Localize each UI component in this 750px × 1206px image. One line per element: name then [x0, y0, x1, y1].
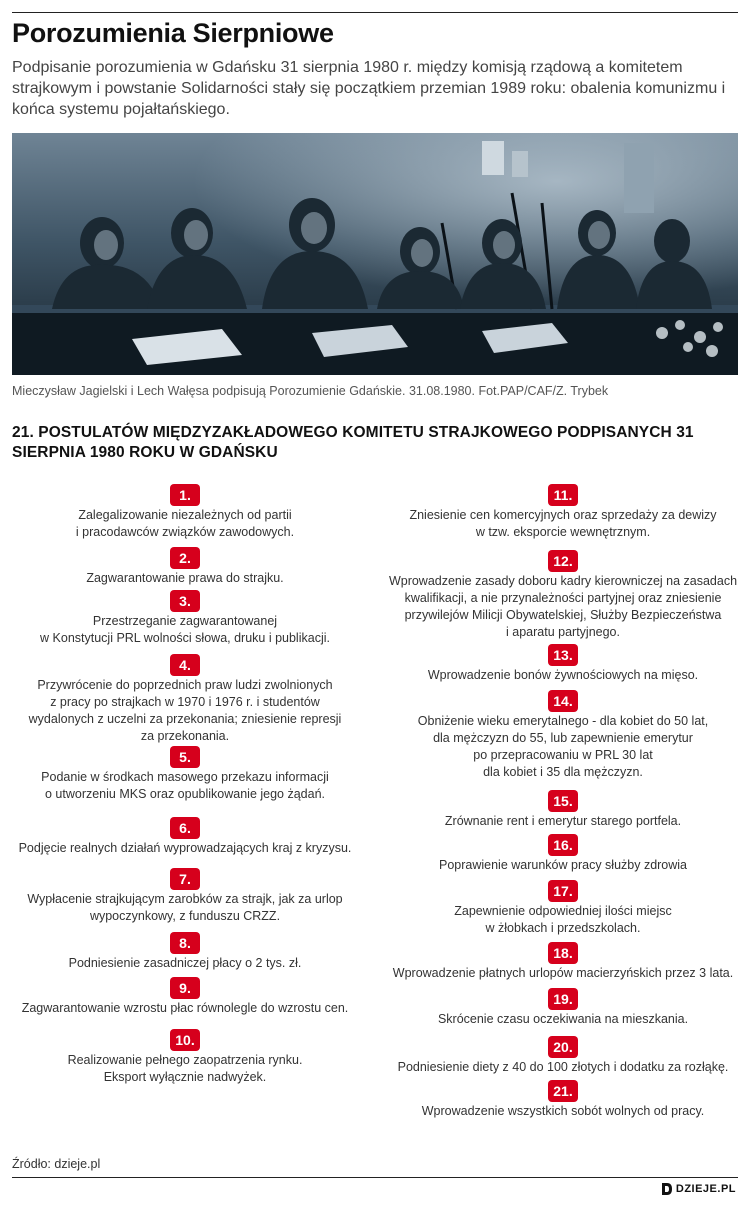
postulate-text: Zrównanie rent i emerytur starego portfela.	[444, 814, 682, 828]
postulate-number-badge: 7.	[170, 868, 200, 890]
dzieje-logo-text: DZIEJE.PL	[675, 1183, 736, 1195]
postulate-2	[0, 547, 370, 587]
postulate-number-badge: 2.	[170, 547, 200, 569]
photo-caption: Mieczysław Jagielski i Lech Wałęsa podpisują Porozumienie Gdańskie. 31.08.1980. Fot.PAP/CAF/Z. Trybek	[12, 384, 609, 398]
postulate-20	[378, 1036, 748, 1076]
postulate-number-badge: 11.	[548, 484, 578, 506]
postulate-13	[378, 644, 748, 684]
dzieje-logo[interactable]	[662, 1183, 736, 1195]
postulate-text: Podniesienie zasadniczej płacy o 2 tys. zł.	[68, 956, 302, 970]
postulate-16	[378, 834, 748, 874]
postulate-8	[0, 932, 370, 972]
postulate-text: Skrócenie czasu oczekiwania na mieszkania.	[437, 1012, 689, 1026]
postulate-text: Zniesienie cen komercyjnych oraz sprzedaży za dewizy w tzw. eksporcie wewnętrznym.	[409, 508, 717, 539]
lead-paragraph: Podpisanie porozumienia w Gdańsku 31 sierpnia 1980 r. między komisją rządową a komitetem strajkowym i powstanie Solidarności stały się początkiem przemian 1989 roku: obalenia komunizmu i końca systemu pojałtańskiego.	[12, 59, 726, 118]
postulate-18	[378, 942, 748, 982]
postulate-17	[378, 880, 748, 937]
postulate-11	[378, 484, 748, 541]
postulate-number-badge: 4.	[170, 654, 200, 676]
postulate-text: Przestrzeganie zagwarantowanej w Konstytucji PRL wolności słowa, druku i publikacji.	[40, 614, 330, 645]
postulate-number-badge: 15.	[548, 790, 578, 812]
postulate-number-badge: 1.	[170, 484, 200, 506]
postulate-text: Poprawienie warunków pracy służby zdrowia	[438, 858, 688, 872]
postulate-text: Wprowadzenie zasady doboru kadry kierowniczej na zasadach kwalifikacji, a nie przynależności partyjnej oraz zniesienie przywilejów Milicji Obywatelskiej, Służby Bezpieczeństwa i aparatu partyjnego.	[388, 574, 738, 639]
postulate-number-badge: 12.	[548, 550, 578, 572]
postulate-text: Obniżenie wieku emerytalnego - dla kobiet do 50 lat, dla mężczyzn do 55, lub zapewnienie emerytur po przepracowaniu w PRL 30 lat dla kobiet i 35 dla mężczyzn.	[417, 714, 709, 779]
postulate-text: Podniesienie diety z 40 do 100 złotych i dodatku za rozłąkę.	[397, 1060, 729, 1074]
postulate-number-badge: 3.	[170, 590, 200, 612]
bottom-rule	[12, 1177, 738, 1178]
postulate-number-badge: 14.	[548, 690, 578, 712]
postulate-number-badge: 10.	[170, 1029, 200, 1051]
postulate-text: Przywrócenie do poprzednich praw ludzi zwolnionych z pracy po strajkach w 1970 i 1976 r. i studentów wydalonych z uczelni za przekonania; zniesienie represji za przekonania.	[28, 678, 342, 743]
postulate-6	[0, 817, 370, 857]
postulate-number-badge: 17.	[548, 880, 578, 902]
postulate-text: Wprowadzenie płatnych urlopów macierzyńskich przez 3 lata.	[392, 966, 734, 980]
postulate-text: Zapewnienie odpowiedniej ilości miejsc w żłobkach i przedszkolach.	[454, 904, 672, 935]
postulate-number-badge: 8.	[170, 932, 200, 954]
postulates-heading: 21. POSTULATÓW MIĘDZYZAKŁADOWEGO KOMITETU STRAJKOWEGO PODPISANYCH 31 SIERPNIA 1980 ROKU W GDAŃSKU	[12, 424, 694, 461]
postulate-text: Zagwarantowanie wzrostu płac równolegle do wzrostu cen.	[21, 1001, 349, 1015]
postulate-number-badge: 9.	[170, 977, 200, 999]
top-rule	[12, 12, 738, 13]
postulate-number-badge: 13.	[548, 644, 578, 666]
postulate-text: Podjęcie realnych działań wyprowadzających kraj z kryzysu.	[18, 841, 352, 855]
source-note: Źródło: dzieje.pl	[12, 1157, 101, 1171]
postulate-number-badge: 19.	[548, 988, 578, 1010]
postulate-text: Zalegalizowanie niezależnych od partii i pracodawców związków zawodowych.	[75, 508, 295, 539]
postulate-14	[378, 690, 748, 781]
postulate-text: Wypłacenie strajkującym zarobków za strajk, jak za urlop wypoczynkowy, z funduszu CRZZ.	[27, 892, 343, 923]
postulate-21	[378, 1080, 748, 1120]
postulate-text: Podanie w środkach masowego przekazu informacji o utworzeniu MKS oraz opublikowanie jego żądań.	[41, 770, 329, 801]
postulate-12	[378, 550, 748, 641]
postulate-number-badge: 18.	[548, 942, 578, 964]
postulate-15	[378, 790, 748, 830]
signing-photo	[12, 133, 738, 375]
postulate-number-badge: 6.	[170, 817, 200, 839]
postulate-4	[0, 654, 370, 745]
postulate-number-badge: 5.	[170, 746, 200, 768]
dzieje-logo-icon	[662, 1183, 672, 1195]
signing-photo-illustration	[12, 133, 738, 375]
postulate-number-badge: 16.	[548, 834, 578, 856]
postulate-text: Zagwarantowanie prawa do strajku.	[86, 571, 284, 585]
postulate-5	[0, 746, 370, 803]
postulate-number-badge: 20.	[548, 1036, 578, 1058]
postulate-3	[0, 590, 370, 647]
postulate-text: Wprowadzenie wszystkich sobót wolnych od pracy.	[421, 1104, 705, 1118]
postulate-7	[0, 868, 370, 925]
postulate-10	[0, 1029, 370, 1086]
postulate-1	[0, 484, 370, 541]
postulate-number-badge: 21.	[548, 1080, 578, 1102]
postulate-text: Wprowadzenie bonów żywnościowych na mięso.	[427, 668, 699, 682]
postulate-19	[378, 988, 748, 1028]
postulate-9	[0, 977, 370, 1017]
page-title: Porozumienia Sierpniowe	[12, 18, 334, 48]
postulate-text: Realizowanie pełnego zaopatrzenia rynku. Eksport wyłącznie nadwyżek.	[67, 1053, 303, 1084]
